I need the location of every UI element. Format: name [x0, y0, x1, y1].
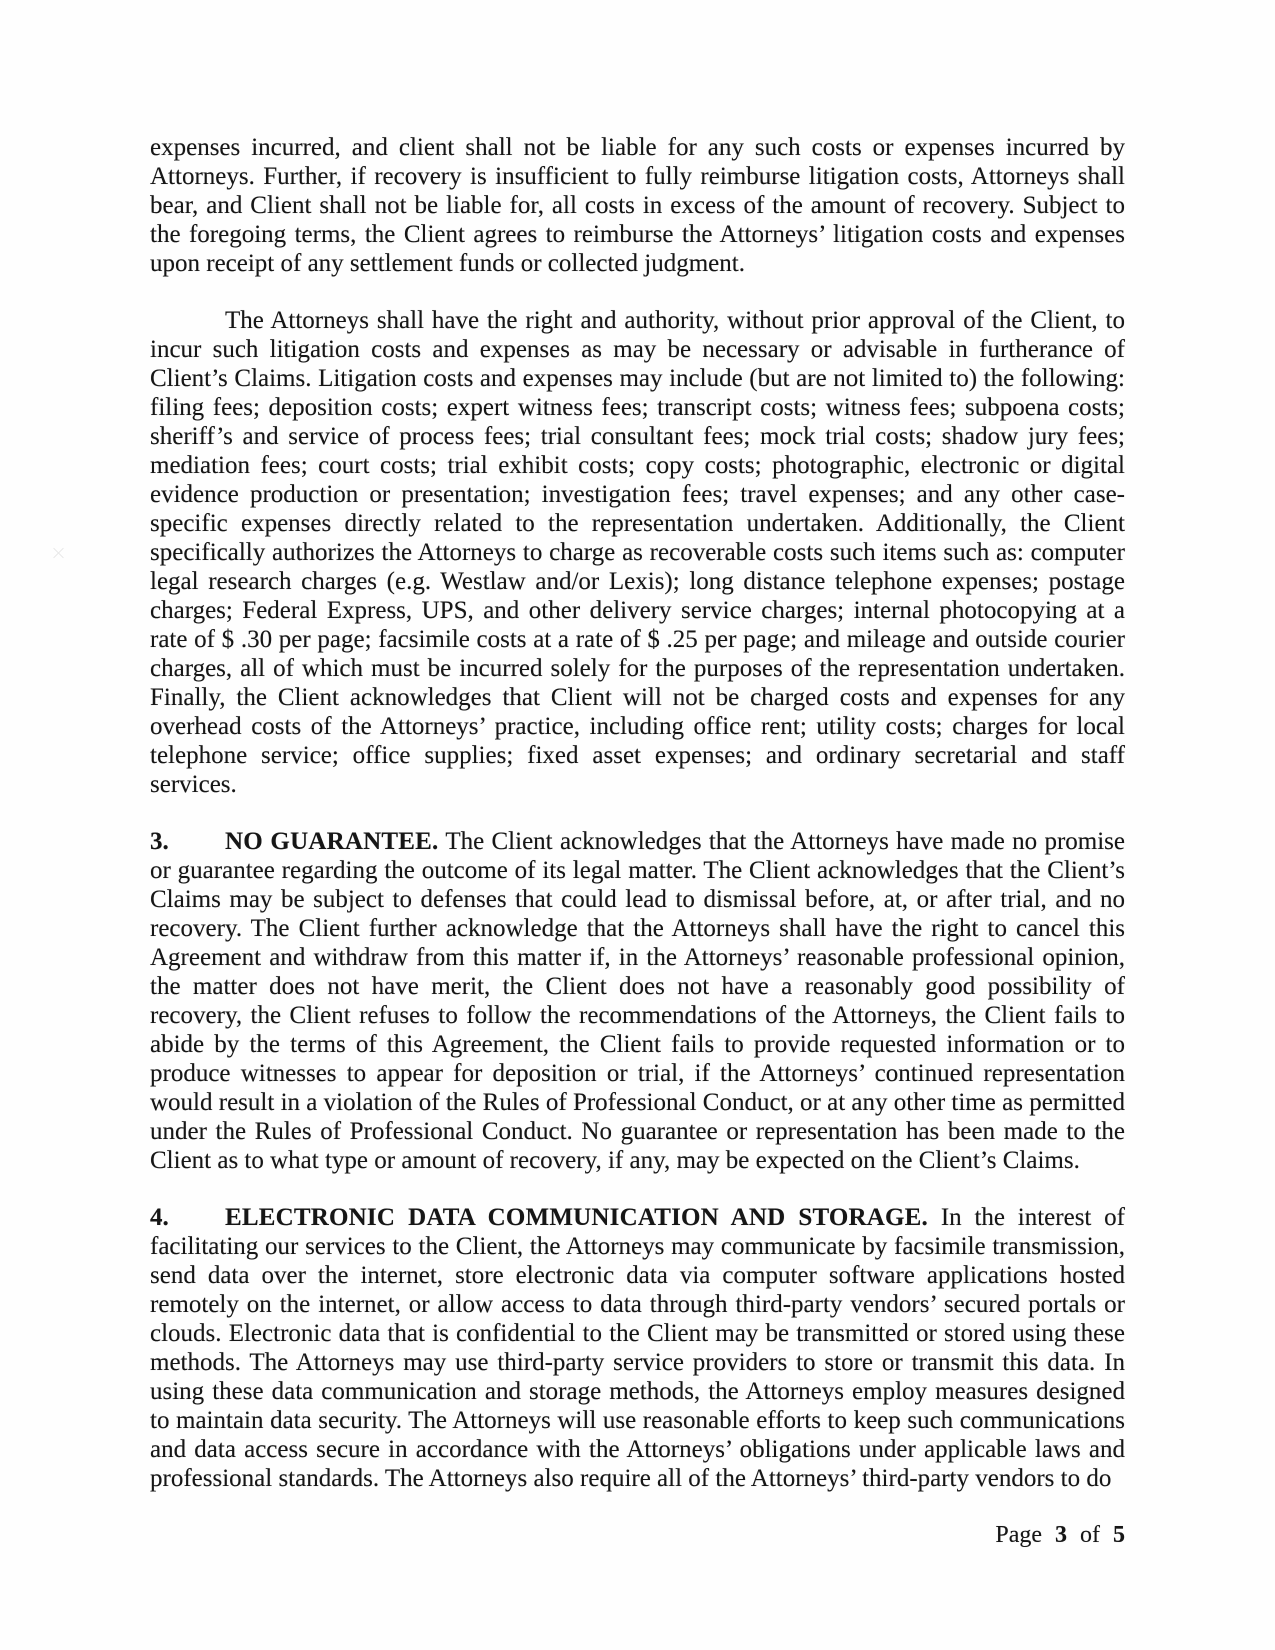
footer-page-label: Page [995, 1522, 1042, 1548]
paragraph-costs-continuation: expenses incurred, and client shall not be liable for any such costs or expenses incurred by Attorneys. Further, if recovery is insufficient to fully reimburse litigation costs, Attorneys shall bear, and Client shall not be liable for, all costs in excess of the amount of recovery. Subject to the foregoing terms, the Client agrees to reimburse the Attorneys’ litigation costs and expenses upon receipt of any settlement funds or collected judgment. [150, 134, 1125, 277]
section-3-body: The Client acknowledges that the Attorneys have made no promise or guarantee regarding the outcome of its legal matter. The Client acknowledges that the Client’s Claims may be subject to defenses that could lead to dismissal before, at, or after trial, and no recovery. The Client further acknowledge that the Attorneys shall have the right to cancel this Agreement and withdraw from this matter if, in the Attorneys’ reasonable professional opinion, the matter does not have merit, the Client does not have a reasonably good possibility of recovery, the Client refuses to follow the recommendations of the Attorneys, the Client fails to abide by the terms of this Agreement, the Client fails to provide requested information or to produce witnesses to appear for deposition or trial, if the Attorneys’ continued representation would result in a violation of the Rules of Professional Conduct, or at any other time as permitted under the Rules of Professional Conduct. No guarantee or representation has been made to the Client as to what type or amount of recovery, if any, may be expected on the Client’s Claims. [150, 828, 1125, 1174]
footer-of-label: of [1080, 1522, 1100, 1548]
section-4-electronic-data [150, 1203, 1125, 1493]
scan-artifact-mark [52, 546, 66, 560]
section-3-number: 3. [150, 828, 169, 855]
section-3-no-guarantee [150, 827, 1125, 1175]
section-4-body: In the interest of facilitating our services to the Client, the Attorneys may communicate by facsimile transmission, send data over the internet, store electronic data via computer software applications hosted remotely on the internet, or allow access to data through third-party vendors’ secured portals or clouds. Electronic data that is confidential to the Client may be transmitted or stored using these methods. The Attorneys may use third-party service providers to store or transmit this data. In using these data communication and storage methods, the Attorneys employ measures designed to maintain data security. The Attorneys will use reasonable efforts to keep such communications and data access secure in accordance with the Attorneys’ obligations under applicable laws and professional standards. The Attorneys also require all of the Attorneys’ third-party vendors to do [150, 1204, 1126, 1492]
footer-page-number: 3 [1055, 1522, 1067, 1548]
paragraph-litigation-costs-authority: The Attorneys shall have the right and authority, without prior approval of the Client, to incur such litigation costs and expenses as may be necessary or advisable in furtherance of Client’s Claims. Litigation costs and expenses may include (but are not limited to) the following: filing fees; deposition costs; expert witness fees; transcript costs; witness fees; subpoena costs; sheriff’s and service of process fees; trial consultant fees; mock trial costs; shadow jury fees; mediation fees; court costs; trial exhibit costs; copy costs; photographic, electronic or digital evidence production or presentation; investigation fees; travel expenses; and any other case-specific expenses directly related to the representation undertaken. Additionally, the Client specifically authorizes the Attorneys to charge as recoverable costs such items such as: computer legal research charges (e.g. Westlaw and/or Lexis); long distance telephone expenses; postage charges; Federal Express, UPS, and other delivery service charges; internal photocopying at a rate of $ .30 per page; facsimile costs at a rate of $ .25 per page; and mileage and outside courier charges, all of which must be incurred solely for the purposes of the representation undertaken. Finally, the Client acknowledges that Client will not be charged costs and expenses for any overhead costs of the Attorneys’ practice, including office rent; utility costs; charges for local telephone service; office supplies; fixed asset expenses; and ordinary secretarial and staff services. [150, 307, 1125, 798]
section-4-number: 4. [150, 1204, 169, 1231]
section-4-heading: ELECTRONIC DATA COMMUNICATION AND STORAGE. [225, 1204, 928, 1231]
section-3-heading: NO GUARANTEE. [225, 828, 439, 855]
footer-total-pages: 5 [1113, 1522, 1125, 1548]
page-footer [150, 1521, 1125, 1550]
